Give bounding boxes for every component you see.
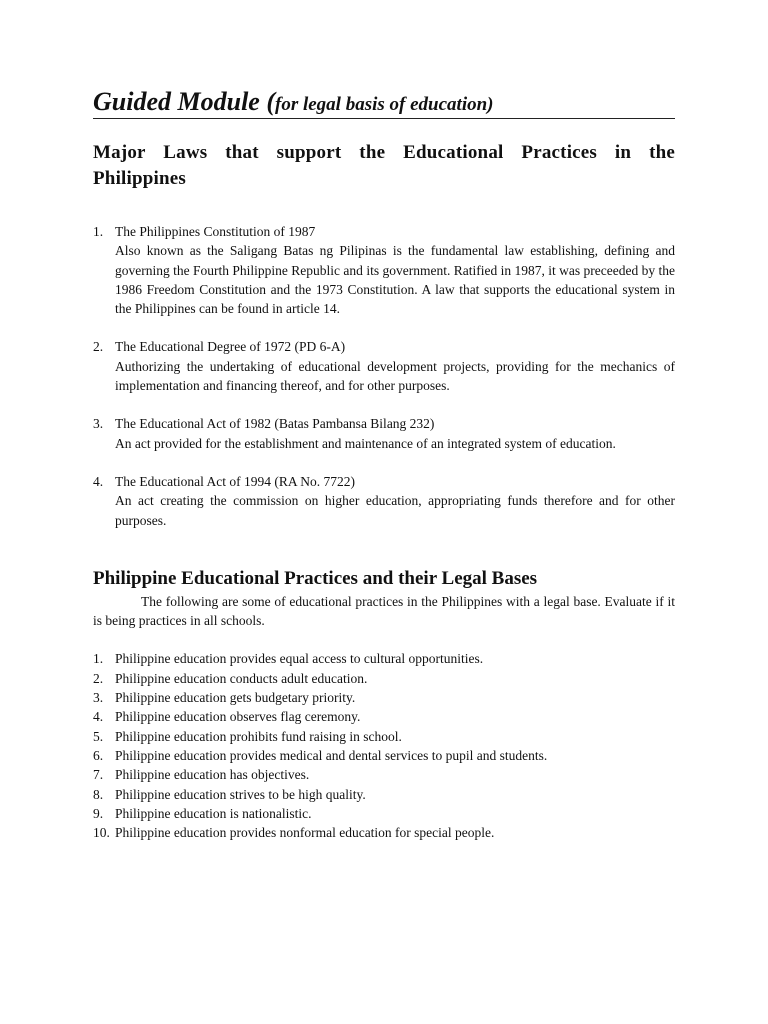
law-description: Also known as the Saligang Batas ng Pilipinas is the fundamental law establishing, defining and governing the Fourth Philippine Republic and its government. Ratified in 1987, it was preceeded by the 1986 Freedom Constitution and the 1973 Constitution. A law that supports the educational system in the Philippines can be found in article 14. <box>115 243 675 317</box>
practice-text: Philippine education observes flag ceremony. <box>115 709 361 725</box>
practice-number: 10. <box>93 825 110 841</box>
practices-list <box>93 649 675 842</box>
practice-number: 4. <box>93 709 104 725</box>
law-title: The Educational Degree of 1972 (PD 6-A) <box>115 339 346 355</box>
document-page <box>93 82 675 842</box>
law-title: The Educational Act of 1982 (Batas Pambansa Bilang 232) <box>115 416 435 432</box>
section-heading-major-laws: Major Laws that support the Educational Practices in the Philippines <box>93 142 675 189</box>
practice-number: 9. <box>93 805 104 821</box>
practice-number: 2. <box>93 670 104 686</box>
law-title: The Educational Act of 1994 (RA No. 7722) <box>115 473 355 489</box>
practice-item <box>93 727 675 746</box>
practice-text: Philippine education provides nonformal education for special people. <box>115 825 495 841</box>
title-main: Guided Module ( <box>93 87 275 116</box>
practice-number: 6. <box>93 747 104 763</box>
practice-text: Philippine education prohibits fund raising in school. <box>115 728 402 744</box>
law-number: 4. <box>93 473 104 489</box>
practice-item <box>93 649 675 668</box>
law-description: Authorizing the undertaking of educational development projects, providing for the mechanics of implementation and financing thereof, and for other purposes. <box>115 358 675 394</box>
practice-item <box>93 746 675 765</box>
practice-number: 1. <box>93 651 104 667</box>
practice-number: 3. <box>93 690 104 706</box>
practice-item <box>93 785 675 804</box>
practice-text: Philippine education is nationalistic. <box>115 805 312 821</box>
practice-text: Philippine education has objectives. <box>115 767 310 783</box>
law-number: 3. <box>93 416 104 432</box>
practice-text: Philippine education conducts adult education. <box>115 670 368 686</box>
practice-number: 5. <box>93 728 104 744</box>
practice-item <box>93 823 675 842</box>
law-item <box>93 472 675 530</box>
laws-list <box>93 222 675 530</box>
practice-item <box>93 804 675 823</box>
practice-item <box>93 669 675 688</box>
law-description: An act provided for the establishment and maintenance of an integrated system of education. <box>115 435 616 451</box>
practice-item <box>93 765 675 784</box>
practice-text: Philippine education provides medical and dental services to pupil and students. <box>115 747 548 763</box>
practice-number: 8. <box>93 786 104 802</box>
practice-text: Philippine education gets budgetary priority. <box>115 690 356 706</box>
law-item <box>93 222 675 318</box>
law-item <box>93 337 675 395</box>
practice-text: Philippine education strives to be high quality. <box>115 786 366 802</box>
law-title: The Philippines Constitution of 1987 <box>115 224 316 239</box>
document-title <box>93 82 675 119</box>
practice-item <box>93 707 675 726</box>
practices-intro: The following are some of educational practices in the Philippines with a legal base. Evaluate if it is being practices in all schools. <box>93 593 675 629</box>
law-number: 1. <box>93 224 104 239</box>
practice-text: Philippine education provides equal access to cultural opportunities. <box>115 651 484 667</box>
title-subtitle: for legal basis of education) <box>275 94 494 115</box>
practice-number: 7. <box>93 767 104 783</box>
section-heading-practices: Philippine Educational Practices and their Legal Bases <box>93 567 538 589</box>
law-number: 2. <box>93 339 104 355</box>
law-item <box>93 414 675 453</box>
practice-item <box>93 688 675 707</box>
law-description: An act creating the commission on higher education, appropriating funds therefore and for other purposes. <box>115 493 675 528</box>
